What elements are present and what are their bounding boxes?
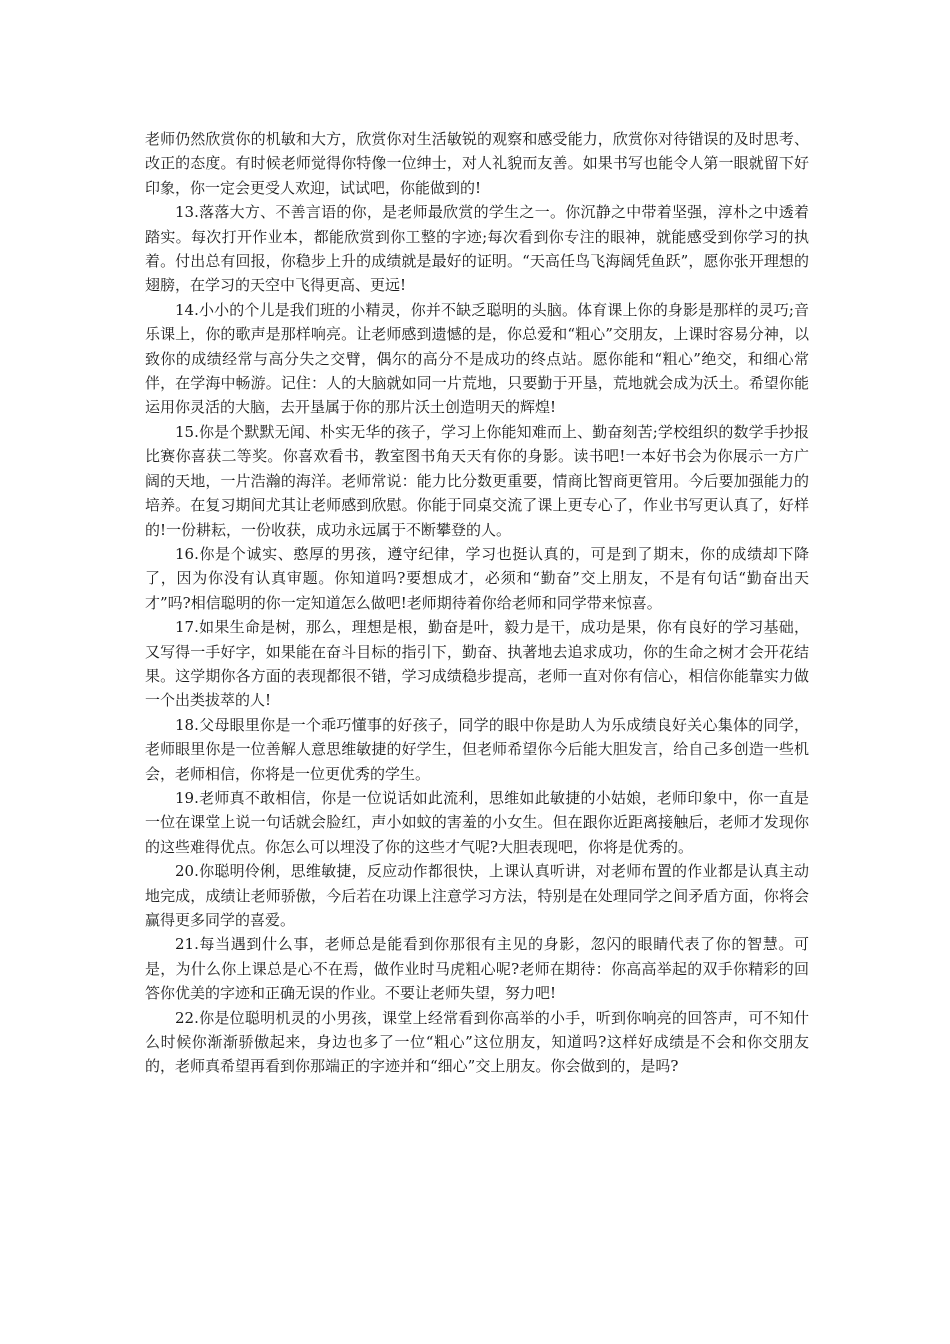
paragraph-19: 19.老师真不敢相信，你是一位说话如此流利，思维如此敏捷的小姑娘，老师印象中，你一直是一位在课堂上说一句话就会脸红，声小如蚊的害羞的小女生。但在跟你近距离接触后，老师才发现你的这些难得优点。你怎么可以埋没了你的这些才气呢?大胆表现吧，你将是优秀的。: [145, 788, 809, 856]
paragraph-20: 20.你聪明伶俐，思维敏捷，反应动作都很快，上课认真听讲，对老师布置的作业都是认真主动地完成，成绩让老师骄傲，今后若在功课上注意学习方法，特别是在处理同学之间矛盾方面，你将会赢得更多同学的喜爱。: [145, 862, 809, 929]
paragraph-21: 21.每当遇到什么事，老师总是能看到你那很有主见的身影，忽闪的眼睛代表了你的智慧。可是，为什么你上课总是心不在焉，做作业时马虎粗心呢?老师在期待：你高高举起的双手你精彩的回答你优美的字迹和正确无误的作业。不要让老师失望，努力吧!: [145, 935, 809, 1003]
paragraph-15: 15.你是个默默无闻、朴实无华的孩子，学习上你能知难而上、勤奋刻苦;学校组织的数学手抄报比赛你喜获二等奖。你喜欢看书，教室图书角天天有你的身影。读书吧!一本好书会为你展示一方广阔的天地，一片浩瀚的海洋。老师常说：能力比分数更重要，情商比智商更管用。今后要加强能力的培养。在复习期间尤其让老师感到欣慰。你能于同桌交流了课上更专心了，作业书写更认真了，好样的!一份耕耘，一份收获，成功永远属于不断攀登的人。: [145, 422, 809, 539]
paragraph-16: 16.你是个诚实、憨厚的男孩，遵守纪律，学习也挺认真的，可是到了期末，你的成绩却下降了，因为你没有认真审题。你知道吗?要想成才，必须和“勤奋”交上朋友，不是有句话“勤奋出天才”吗?相信聪明的你一定知道怎么做吧!老师期待着你给老师和同学带来惊喜。: [145, 544, 809, 612]
paragraph-continuation: 老师仍然欣赏你的机敏和大方，欣赏你对生活敏锐的观察和感受能力，欣赏你对待错误的及时思考、改正的态度。有时候老师觉得你特像一位绅士，对人礼貌而友善。如果书写也能令人第一眼就留下好印象，你一定会更受人欢迎，试试吧，你能做到的!: [145, 130, 809, 197]
paragraph-14: 14.小小的个儿是我们班的小精灵，你并不缺乏聪明的头脑。体育课上你的身影是那样的灵巧;音乐课上，你的歌声是那样响亮。让老师感到遗憾的是，你总爱和“粗心”交朋友，上课时容易分神，以致你的成绩经常与高分失之交臂，偶尔的高分不是成功的终点站。愿你能和“粗心”绝交，和细心常伴，在学海中畅游。记住：人的大脑就如同一片荒地，只要勤于开垦，荒地就会成为沃土。希望你能运用你灵活的大脑，去开垦属于你的那片沃土创造明天的辉煌!: [145, 300, 809, 417]
document-body: [145, 127, 809, 1079]
paragraph-13: 13.落落大方、不善言语的你，是老师最欣赏的学生之一。你沉静之中带着坚强，淳朴之中透着踏实。每次打开作业本，都能欣赏到你工整的字迹;每次看到你专注的眼神，就能感受到你学习的执着。付出总有回报，你稳步上升的成绩就是最好的证明。“天高任鸟飞海阔凭鱼跃”，愿你张开理想的翅膀，在学习的天空中飞得更高、更远!: [145, 203, 809, 295]
paragraph-17: 17.如果生命是树，那么，理想是根，勤奋是叶，毅力是干，成功是果，你有良好的学习基础，又写得一手好字，如果能在奋斗目标的指引下，勤奋、执著地去追求成功，你的生命之树才会开花结果。这学期你各方面的表现都很不错，学习成绩稳步提高，老师一直对你有信心，相信你能靠实力做一个出类拔萃的人!: [145, 618, 809, 710]
paragraph-22: 22.你是位聪明机灵的小男孩，课堂上经常看到你高举的小手，听到你响亮的回答声，可不知什么时候你渐渐骄傲起来，身边也多了一位“粗心”这位朋友，知道吗?这样好成绩是不会和你交朋友的，老师真希望再看到你那端正的字迹并和“细心”交上朋友。你会做到的，是吗?: [145, 1008, 809, 1076]
paragraph-18: 18.父母眼里你是一个乖巧懂事的好孩子，同学的眼中你是助人为乐成绩良好关心集体的同学，老师眼里你是一位善解人意思维敏捷的好学生，但老师希望你今后能大胆发言，给自己多创造一些机会，老师相信，你将是一位更优秀的学生。: [145, 715, 809, 783]
